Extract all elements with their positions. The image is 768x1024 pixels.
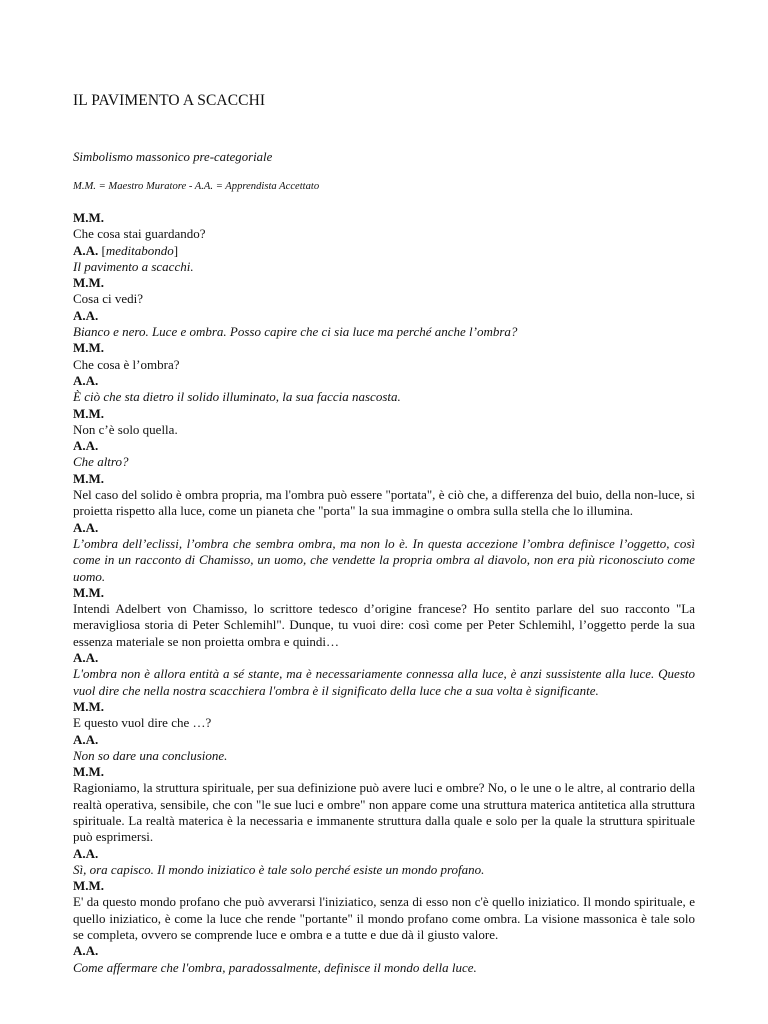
aa-line: È ciò che sta dietro il solido illuminato, la sua faccia nascosta. xyxy=(73,389,401,405)
speaker-aa-row: A.A. [meditabondo] xyxy=(73,242,179,258)
abbreviation-legend: M.M. = Maestro Muratore - A.A. = Apprendista Accettato xyxy=(73,181,320,192)
aa-line: L'ombra non è allora entità a sé stante, ma è necessariamente connessa alla luce, è anzi sussistente alla luce. Questo vuol dire che nella nostra scacchiera l'ombra è il significato della luce che a sua volta è significante. xyxy=(73,666,695,698)
speaker-mm: M.M. xyxy=(73,275,105,291)
speaker-aa: A.A. xyxy=(73,242,99,258)
mm-line: Intendi Adelbert von Chamisso, lo scrittore tedesco d’origine francese? Ho sentito parlare del suo racconto "La meravigliosa storia di Peter Schlemihl". Dunque, tu vuoi dire: così come per Peter Schlemihl, l’oggetto perde la sua essenza materiale se non proietta ombra e quindi… xyxy=(73,601,695,649)
speaker-mm: M.M. xyxy=(73,470,105,486)
speaker-mm: M.M. xyxy=(73,764,105,780)
mm-line: E' da questo mondo profano che può avverarsi l'iniziatico, senza di esso non c'è quello iniziatico. Il mondo spirituale, e quello iniziatico, è come la luce che rende "portante" il mondo profano come ombra. La visione massonica è tale solo se completa, ovvero se comprende luce e ombra e a tutte e due dà il giusto valore. xyxy=(73,894,695,943)
mm-line: Ragioniamo, la struttura spirituale, per sua definizione può avere luci e ombre? No, o le une o le altre, al contrario della realtà operativa, sensibile, che con "le sue luci e ombre" non appare come una struttura materica antitetica alla struttura spirituale. La realtà materica è la necessaria e immanente struttura dalla quale e solo per la quale la struttura spirituale può esprimersi. xyxy=(73,780,695,845)
aa-line: L’ombra dell’eclissi, l’ombra che sembra ombra, ma non lo è. In questa accezione l’ombra definisce l’oggetto, così come in un racconto di Chamisso, un uomo, che vendette la propria ombra al diavolo, non era più riconosciuto come uomo. xyxy=(73,535,695,584)
speaker-aa: A.A. xyxy=(73,845,99,861)
mm-line: Non c’è solo quella. xyxy=(73,421,178,437)
speaker-mm: M.M. xyxy=(73,878,105,894)
aa-line: Bianco e nero. Luce e ombra. Posso capire che ci sia luce ma perché anche l’ombra? xyxy=(73,324,518,340)
speaker-mm: M.M. xyxy=(73,340,105,356)
dialogue xyxy=(73,210,695,976)
speaker-aa: A.A. xyxy=(73,438,99,454)
mm-line: Che cosa stai guardando? xyxy=(73,226,206,242)
aa-line: Che altro? xyxy=(73,454,129,470)
aa-line: Il pavimento a scacchi. xyxy=(73,258,194,274)
stage-note: meditabondo xyxy=(105,242,174,258)
speaker-mm: M.M. xyxy=(73,210,105,225)
speaker-mm: M.M. xyxy=(73,698,105,714)
mm-line: E questo vuol dire che …? xyxy=(73,715,212,731)
speaker-mm: M.M. xyxy=(73,584,105,600)
speaker-aa: A.A. xyxy=(73,943,99,959)
speaker-aa: A.A. xyxy=(73,519,99,535)
aa-line: Non so dare una conclusione. xyxy=(73,747,228,763)
speaker-aa: A.A. xyxy=(73,650,99,666)
speaker-aa: A.A. xyxy=(73,372,99,388)
mm-line: Che cosa è l’ombra? xyxy=(73,356,180,372)
speaker-aa: A.A. xyxy=(73,307,99,323)
mm-line: Nel caso del solido è ombra propria, ma l'ombra può essere "portata", è ciò che, a differenza del buio, della non-luce, si proietta rispetto alla luce, come un pianeta che "porta" la sua immagine o ombra sulla stella che lo illumina. xyxy=(73,487,695,519)
document-subtitle: Simbolismo massonico pre-categoriale xyxy=(73,150,273,164)
mm-line: Cosa ci vedi? xyxy=(73,291,144,307)
aa-line: Sì, ora capisco. Il mondo iniziatico è tale solo perché esiste un mondo profano. xyxy=(73,861,485,877)
speaker-mm: M.M. xyxy=(73,405,105,421)
aa-line: Come affermare che l'ombra, paradossalmente, definisce il mondo della luce. xyxy=(73,959,477,975)
speaker-aa: A.A. xyxy=(73,731,99,747)
document-title: IL PAVIMENTO A SCACCHI xyxy=(73,92,266,109)
